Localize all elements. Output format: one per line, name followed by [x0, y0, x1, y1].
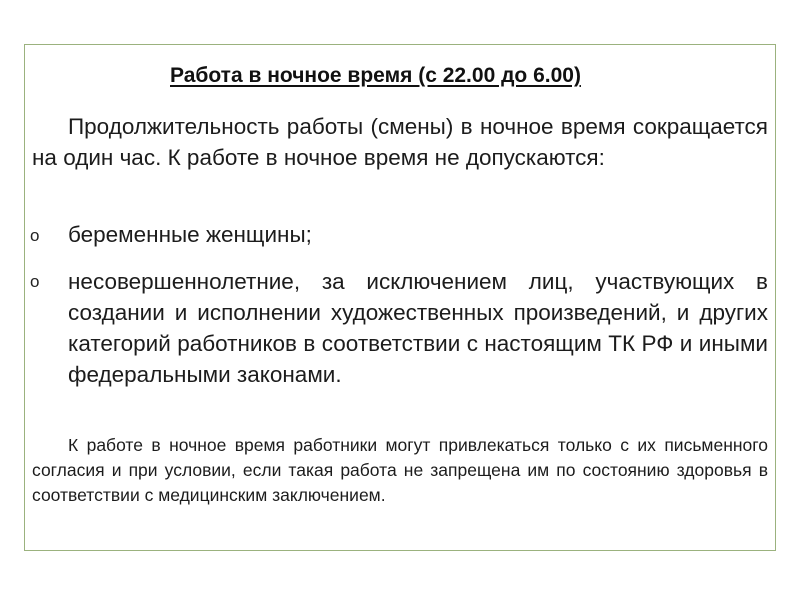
intro-paragraph: Продолжительность работы (смены) в ночное время сокращается на один час. К работе в ночное время не допускаются:: [32, 114, 768, 170]
bullet-item-pregnant: беременные женщины;: [68, 222, 312, 247]
final-paragraph: К работе в ночное время работники могут привлекаться только с их письменного согласия и при условии, если такая работа не запрещена им по состоянию здоровья в соответствии с медицинским заключением.: [32, 435, 768, 505]
bullet-item-minors: несовершеннолетние, за исключением лиц, участвующих в создании и исполнении художественных произведений, и других категорий работников в соответствии с настоящим ТК РФ и иными федеральными законами.: [68, 269, 768, 387]
bullet-marker-icon: o: [30, 272, 40, 291]
bullet-marker-icon: o: [30, 226, 40, 245]
slide-title: Работа в ночное время (с 22.00 до 6.00): [170, 64, 581, 87]
